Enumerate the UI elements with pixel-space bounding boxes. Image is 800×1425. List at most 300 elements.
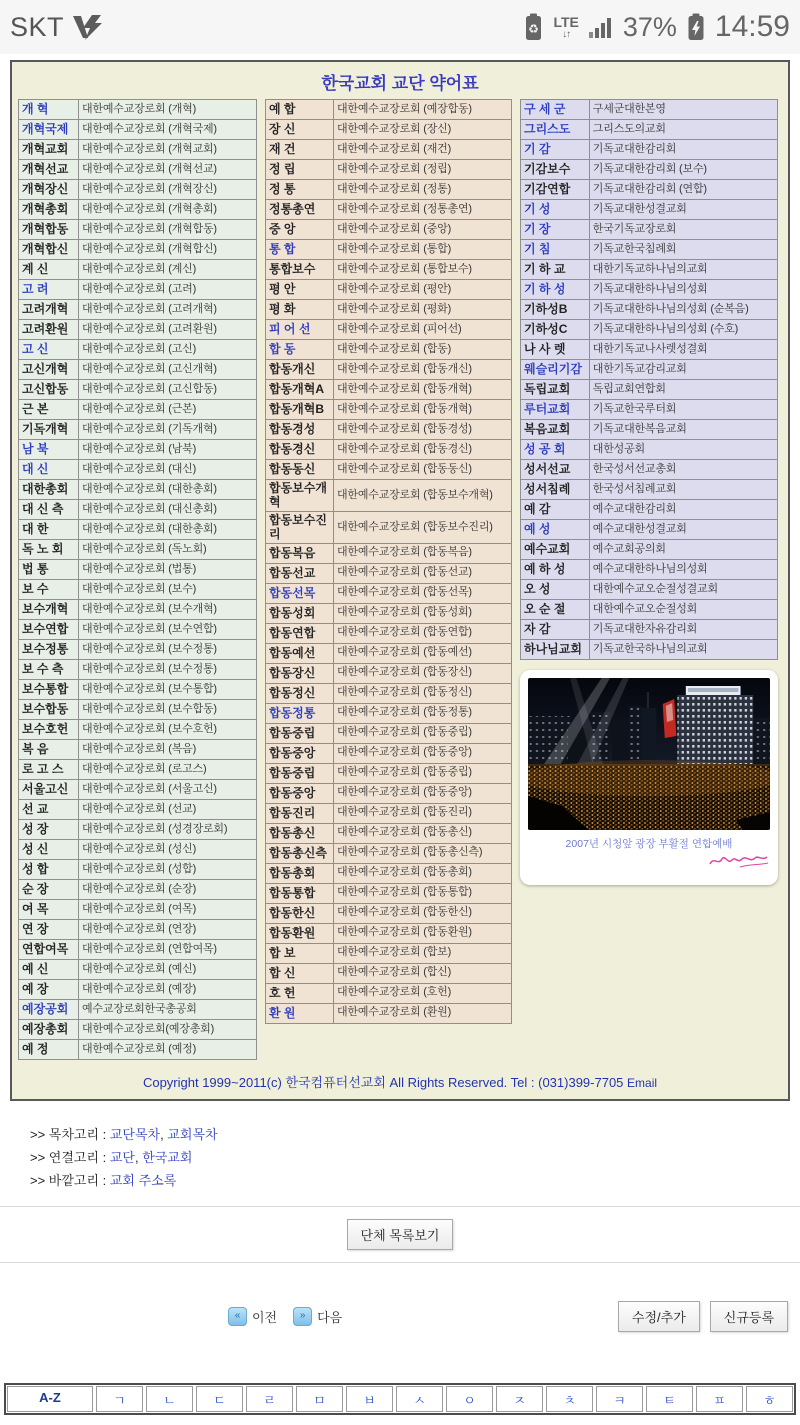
abbr-cell[interactable]: 서울고신 — [19, 780, 79, 800]
name-cell: 대한예수교장로회 (성경장로회) — [79, 820, 257, 840]
name-cell: 대한예수교장로회 (합동개혁) — [334, 380, 512, 400]
abbr-cell[interactable]: 기하성B — [521, 300, 590, 320]
abbr-cell[interactable]: 성 공 회 — [521, 440, 590, 460]
name-cell: 기독교한국침례회 — [589, 240, 777, 260]
table-row — [19, 780, 257, 800]
abbr-cell[interactable]: 오 성 — [521, 580, 590, 600]
name-cell: 대한예수교장로회 (정립) — [334, 160, 512, 180]
abbr-cell[interactable]: 평 화 — [266, 300, 334, 320]
table-row — [266, 100, 512, 120]
table-row — [266, 480, 512, 512]
name-cell: 기독교대한복음교회 — [589, 420, 777, 440]
name-cell: 대한예수교장로회 (합동중앙) — [334, 743, 512, 763]
abbr-cell[interactable]: 기 하 성 — [521, 280, 590, 300]
table-row — [521, 400, 778, 420]
abbr-cell[interactable]: 기 장 — [521, 220, 590, 240]
presbyterian-abbr-table-2 — [265, 99, 512, 1024]
pagination-row — [0, 1297, 800, 1349]
table-row — [266, 340, 512, 360]
abbr-cell[interactable]: 고신합동 — [19, 380, 79, 400]
abbr-cell[interactable]: 그리스도 — [521, 120, 590, 140]
abbr-cell[interactable]: 보 수 측 — [19, 660, 79, 680]
abbr-cell[interactable]: 연합여목 — [19, 940, 79, 960]
abbr-cell[interactable]: 예 장 — [19, 980, 79, 1000]
prev-arrow-icon[interactable]: « — [228, 1307, 247, 1326]
charging-battery-icon — [686, 12, 706, 42]
abbr-cell[interactable]: 대한총회 — [19, 480, 79, 500]
name-cell: 대한예수교장로회 (합동보수진리) — [334, 511, 512, 543]
name-cell: 대한예수교장로회 (정통) — [334, 180, 512, 200]
abbr-cell[interactable]: 중 앙 — [266, 220, 334, 240]
name-cell: 대한예수교장로회 (환원) — [334, 1003, 512, 1023]
name-cell: 대한예수교장로회 (연장) — [79, 920, 257, 940]
table-row — [521, 160, 778, 180]
table-row — [19, 740, 257, 760]
abbr-cell[interactable]: 통합보수 — [266, 260, 334, 280]
name-cell: 대한예수교장로회 (합동복음) — [334, 543, 512, 563]
table-row — [521, 620, 778, 640]
abbr-cell[interactable]: 합동동신 — [266, 460, 334, 480]
svg-text:♻: ♻ — [528, 22, 540, 36]
abbr-cell[interactable]: 개혁합신 — [19, 240, 79, 260]
name-cell: 대한예수교장로회 (장신) — [334, 120, 512, 140]
table-row — [266, 603, 512, 623]
index-letter-cell[interactable]: ㄷ — [196, 1386, 243, 1412]
abbr-cell[interactable]: 합동연합 — [266, 623, 334, 643]
table-row — [19, 960, 257, 980]
index-letter-cell[interactable]: ㄱ — [96, 1386, 143, 1412]
name-cell: 예수교회공의회 — [589, 540, 777, 560]
edit-add-button[interactable]: 수정/추가 — [618, 1301, 700, 1332]
table-row — [521, 300, 778, 320]
abbr-cell[interactable]: 법 통 — [19, 560, 79, 580]
name-cell: 대한예수교장로회 (합동예선) — [334, 643, 512, 663]
abbr-cell[interactable]: 합동총회 — [266, 863, 334, 883]
abbr-cell[interactable]: 개혁교회 — [19, 140, 79, 160]
next-arrow-icon[interactable]: » — [293, 1307, 312, 1326]
index-letter-cell[interactable]: ㅇ — [446, 1386, 493, 1412]
name-cell: 대한예수교장로회 (정통총연) — [334, 200, 512, 220]
abbr-cell[interactable]: 합동경신 — [266, 440, 334, 460]
abbr-cell[interactable]: 구 세 군 — [521, 100, 590, 120]
name-cell: 대한예수교장로회 (서울고신) — [79, 780, 257, 800]
abbr-cell[interactable]: 개혁장신 — [19, 180, 79, 200]
table-row — [266, 803, 512, 823]
admin-buttons — [618, 1301, 788, 1332]
abbr-cell[interactable]: 합동총신측 — [266, 843, 334, 863]
name-cell: 독립교회연합회 — [589, 380, 777, 400]
name-cell: 대한예수교장로회 (합동한신) — [334, 903, 512, 923]
table-row — [266, 843, 512, 863]
abbr-cell[interactable]: 고 신 — [19, 340, 79, 360]
abbr-cell[interactable]: 예수교회 — [521, 540, 590, 560]
abbr-cell[interactable]: 예 감 — [521, 500, 590, 520]
name-cell: 대한예수교장로회 (합동경성) — [334, 420, 512, 440]
table-row — [19, 180, 257, 200]
abbr-cell[interactable]: 합동통합 — [266, 883, 334, 903]
abbr-cell[interactable]: 예장총회 — [19, 1020, 79, 1040]
abbr-cell[interactable]: 피 어 선 — [266, 320, 334, 340]
name-cell: 대한예수교장로회 (로고스) — [79, 760, 257, 780]
table-row — [266, 663, 512, 683]
abbr-cell[interactable]: 장 신 — [266, 120, 334, 140]
abbr-cell[interactable]: 합동선목 — [266, 583, 334, 603]
table-row — [521, 140, 778, 160]
table-row — [521, 280, 778, 300]
abbr-cell[interactable]: 정 립 — [266, 160, 334, 180]
index-letter-cell[interactable]: ㅅ — [396, 1386, 443, 1412]
abbr-cell[interactable]: 재 건 — [266, 140, 334, 160]
table-row — [266, 280, 512, 300]
name-cell: 대한예수교장로회 (고신) — [79, 340, 257, 360]
name-cell: 대한예수교장로회 (법통) — [79, 560, 257, 580]
abbr-cell[interactable]: 남 북 — [19, 440, 79, 460]
abbr-cell[interactable]: 순 장 — [19, 880, 79, 900]
name-cell: 대한예수교장로회 (피어선) — [334, 320, 512, 340]
abbr-cell[interactable]: 합동개혁B — [266, 400, 334, 420]
related-link[interactable]: 교단목차 — [109, 1127, 161, 1142]
table-row — [266, 320, 512, 340]
abbr-cell[interactable]: 합 신 — [266, 963, 334, 983]
abbr-cell[interactable]: 예 정 — [19, 1040, 79, 1060]
name-cell: 기독교대한감리회 (연합) — [589, 180, 777, 200]
index-letter-cell[interactable]: ㅋ — [596, 1386, 643, 1412]
abbr-cell[interactable]: 기 침 — [521, 240, 590, 260]
other-denominations-table — [520, 99, 778, 660]
table-row — [19, 660, 257, 680]
abbr-cell[interactable]: 성 신 — [19, 840, 79, 860]
table-row — [19, 620, 257, 640]
abbr-cell[interactable]: 예 합 — [266, 100, 334, 120]
abbr-cell[interactable]: 자 감 — [521, 620, 590, 640]
name-cell: 대한기독교나사렛성결회 — [589, 340, 777, 360]
table-row — [19, 860, 257, 880]
table-row — [266, 300, 512, 320]
table-row — [521, 580, 778, 600]
abbr-cell[interactable]: 보수합동 — [19, 700, 79, 720]
abbr-cell[interactable]: 개혁합동 — [19, 220, 79, 240]
abbr-cell[interactable]: 고 려 — [19, 280, 79, 300]
name-cell: 대한예수교장로회 (합동선목) — [334, 583, 512, 603]
table-row — [19, 300, 257, 320]
email-link[interactable]: Email — [627, 1076, 658, 1090]
name-cell: 대한예수교장로회 (개혁합신) — [79, 240, 257, 260]
name-cell: 대한예수교장로회 (계신) — [79, 260, 257, 280]
table-row — [521, 500, 778, 520]
abbr-cell[interactable]: 정통총연 — [266, 200, 334, 220]
abbr-cell[interactable]: 합동총신 — [266, 823, 334, 843]
table-row — [19, 640, 257, 660]
name-cell: 대한예수교장로회 (복음) — [79, 740, 257, 760]
abbr-cell[interactable]: 예 하 성 — [521, 560, 590, 580]
table-row — [19, 200, 257, 220]
table-row — [266, 923, 512, 943]
related-link[interactable]: 교단 — [109, 1150, 135, 1165]
index-letter-cell[interactable]: ㄴ — [146, 1386, 193, 1412]
table-row — [19, 700, 257, 720]
table-row — [19, 1000, 257, 1020]
name-cell: 대한예수교장로회 (독노회) — [79, 540, 257, 560]
abbr-cell[interactable]: 합 동 — [266, 340, 334, 360]
name-cell: 대한예수교장로회 (보수개혁) — [79, 600, 257, 620]
abbr-cell[interactable]: 대 신 — [19, 460, 79, 480]
name-cell: 대한예수교장로회 (합동) — [334, 340, 512, 360]
name-cell: 대한예수교장로회 (예신) — [79, 960, 257, 980]
table-row — [521, 360, 778, 380]
abbr-cell[interactable]: 예 성 — [521, 520, 590, 540]
abbr-cell[interactable]: 근 본 — [19, 400, 79, 420]
abbr-cell[interactable]: 합동진리 — [266, 803, 334, 823]
name-cell: 대한예수교장로회 (보수연합) — [79, 620, 257, 640]
group-list-button[interactable]: 단체 목록보기 — [347, 1219, 454, 1250]
table-row — [266, 703, 512, 723]
table-row — [19, 600, 257, 620]
divider — [0, 1262, 800, 1263]
table-row — [19, 1020, 257, 1040]
copyright-text: Copyright 1999~2011(c) 한국컴퓨터선교회 All Rights Reserved. Tel : (031)399-7705 — [142, 1075, 624, 1090]
abbr-cell[interactable]: 여 목 — [19, 900, 79, 920]
name-cell: 대한예수교장로회 (개혁합동) — [79, 220, 257, 240]
table-row — [521, 180, 778, 200]
name-cell: 대한예수교장로회 (대한총회) — [79, 480, 257, 500]
abbr-cell[interactable]: 루터교회 — [521, 400, 590, 420]
name-cell: 대한예수교장로회 (대신총회) — [79, 500, 257, 520]
name-cell: 기독교대한감리회 — [589, 140, 777, 160]
abbr-cell[interactable]: 합동중앙 — [266, 743, 334, 763]
table-row — [19, 980, 257, 1000]
abbr-cell[interactable]: 기독개혁 — [19, 420, 79, 440]
presbyterian-abbr-table-1 — [18, 99, 257, 1060]
index-letter-cell[interactable]: ㅍ — [696, 1386, 743, 1412]
index-letter-cell[interactable]: ㅂ — [346, 1386, 393, 1412]
name-cell: 대한예수교장로회 (고려환원) — [79, 320, 257, 340]
abbr-cell[interactable]: 연 장 — [19, 920, 79, 940]
abbr-cell[interactable]: 기감보수 — [521, 160, 590, 180]
name-cell: 한국성서침례교회 — [589, 480, 777, 500]
related-link[interactable]: 한국교회 — [142, 1150, 193, 1165]
name-cell: 그리스도의교회 — [589, 120, 777, 140]
abbr-cell[interactable]: 합동정통 — [266, 703, 334, 723]
name-cell: 예수교대한감리회 — [589, 500, 777, 520]
prev-label[interactable]: 이전 — [252, 1310, 278, 1325]
table-row — [19, 720, 257, 740]
abbr-cell[interactable]: 합동예선 — [266, 643, 334, 663]
table-row — [521, 200, 778, 220]
abbr-cell[interactable]: 합동복음 — [266, 543, 334, 563]
name-cell: 대한예수교장로회 (개혁국제) — [79, 120, 257, 140]
name-cell: 대한예수교장로회 (성합) — [79, 860, 257, 880]
abbr-cell[interactable]: 합동선교 — [266, 563, 334, 583]
abbr-cell[interactable]: 나 사 렛 — [521, 340, 590, 360]
index-letter-cell[interactable]: ㅌ — [646, 1386, 693, 1412]
abbr-cell[interactable]: 고신개혁 — [19, 360, 79, 380]
abbr-cell[interactable]: 개 혁 — [19, 100, 79, 120]
table-row — [266, 220, 512, 240]
name-cell: 대한예수교장로회 (합동중앙) — [334, 783, 512, 803]
table-row — [521, 560, 778, 580]
table-row — [266, 883, 512, 903]
abbr-cell[interactable]: 로 고 스 — [19, 760, 79, 780]
status-icons-area — [523, 10, 790, 44]
table-row — [266, 200, 512, 220]
skt-brand-icon — [71, 13, 107, 41]
next-label[interactable]: 다음 — [317, 1310, 343, 1325]
name-cell: 대한예수교장로회 (개혁장신) — [79, 180, 257, 200]
table-row — [266, 783, 512, 803]
abbr-cell[interactable]: 성서침례 — [521, 480, 590, 500]
abbr-cell[interactable]: 성 장 — [19, 820, 79, 840]
abbr-cell[interactable]: 웨슬리기감 — [521, 360, 590, 380]
name-cell: 대한예수교장로회 (보수정통) — [79, 660, 257, 680]
abbr-cell[interactable]: 예 신 — [19, 960, 79, 980]
abbr-cell[interactable]: 고려개혁 — [19, 300, 79, 320]
abbr-cell[interactable]: 합동한신 — [266, 903, 334, 923]
index-letter-cell[interactable]: ㅁ — [296, 1386, 343, 1412]
table-row — [19, 160, 257, 180]
table-row — [19, 440, 257, 460]
abbr-cell[interactable]: 기 감 — [521, 140, 590, 160]
abbr-cell[interactable]: 합동환원 — [266, 923, 334, 943]
table-row — [266, 260, 512, 280]
abbr-cell[interactable]: 합동장신 — [266, 663, 334, 683]
abbr-cell[interactable]: 대 신 측 — [19, 500, 79, 520]
abbr-cell[interactable]: 합동중립 — [266, 763, 334, 783]
abbr-cell[interactable]: 계 신 — [19, 260, 79, 280]
abbr-cell[interactable]: 복음교회 — [521, 420, 590, 440]
table-row — [266, 460, 512, 480]
abbr-cell[interactable]: 호 헌 — [266, 983, 334, 1003]
link-line-prefix: >> 목차고리 : — [30, 1127, 110, 1142]
abbr-cell[interactable]: 합동보수진리 — [266, 511, 334, 543]
related-link[interactable]: 교회목차 — [167, 1127, 218, 1142]
name-cell: 대한예수교장로회 (통합보수) — [334, 260, 512, 280]
abbr-cell[interactable]: 합동보수개혁 — [266, 480, 334, 512]
abbr-cell[interactable]: 보수정통 — [19, 640, 79, 660]
table-row — [19, 520, 257, 540]
abbr-cell[interactable]: 예장공회 — [19, 1000, 79, 1020]
abbr-cell[interactable]: 성 합 — [19, 860, 79, 880]
abbr-cell[interactable]: 성서선교 — [521, 460, 590, 480]
carrier-label: SKT — [10, 11, 65, 42]
abbr-cell[interactable]: 보 수 — [19, 580, 79, 600]
table-row — [19, 400, 257, 420]
name-cell: 대한예수교장로회 (보수정통) — [79, 640, 257, 660]
abbr-cell[interactable]: 고려환원 — [19, 320, 79, 340]
abbr-cell[interactable]: 정 통 — [266, 180, 334, 200]
abbr-cell[interactable]: 합동중립 — [266, 723, 334, 743]
table-row — [521, 240, 778, 260]
abbr-cell[interactable]: 보수호헌 — [19, 720, 79, 740]
name-cell: 대한예수교장로회 (개혁선교) — [79, 160, 257, 180]
name-cell: 대한예수교장로회 (보수합동) — [79, 700, 257, 720]
abbr-cell[interactable]: 기 성 — [521, 200, 590, 220]
table-row — [19, 920, 257, 940]
name-cell: 대한예수교장로회 (합동총신) — [334, 823, 512, 843]
copyright — [18, 1072, 782, 1093]
index-letter-cell[interactable]: A-Z — [7, 1386, 93, 1412]
easter-service-photo — [528, 678, 770, 830]
abbr-cell[interactable]: 대 한 — [19, 520, 79, 540]
name-cell: 대한예수교장로회 (합동동신) — [334, 460, 512, 480]
signature-row — [528, 853, 770, 869]
abbr-cell[interactable]: 기감연합 — [521, 180, 590, 200]
name-cell: 대한예수교장로회 (합동개신) — [334, 360, 512, 380]
table-row — [19, 260, 257, 280]
new-register-button[interactable]: 신규등록 — [710, 1301, 788, 1332]
name-cell: 대한예수교장로회 (합동중립) — [334, 723, 512, 743]
abbr-cell[interactable]: 보수통합 — [19, 680, 79, 700]
index-letter-cell[interactable]: ㄹ — [246, 1386, 293, 1412]
abbr-cell[interactable]: 보수개혁 — [19, 600, 79, 620]
abbr-cell[interactable]: 합동정신 — [266, 683, 334, 703]
name-cell: 대한예수교장로회 (재건) — [334, 140, 512, 160]
abbr-cell[interactable]: 합동경성 — [266, 420, 334, 440]
table-row — [19, 480, 257, 500]
abbr-cell[interactable]: 개혁선교 — [19, 160, 79, 180]
abbr-cell[interactable]: 개혁국제 — [19, 120, 79, 140]
name-cell: 기독교대한하나님의성회 — [589, 280, 777, 300]
related-link[interactable]: 교회 주소록 — [109, 1173, 177, 1188]
table-row — [266, 120, 512, 140]
index-letter-cell[interactable]: ㅊ — [546, 1386, 593, 1412]
table-row — [266, 1003, 512, 1023]
name-cell: 대한예수교오순절성회 — [589, 600, 777, 620]
table-row — [521, 380, 778, 400]
abbr-cell[interactable]: 합동중앙 — [266, 783, 334, 803]
name-cell: 대한예수교장로회 (합신) — [334, 963, 512, 983]
index-letter-cell[interactable]: ㅈ — [496, 1386, 543, 1412]
prev-nav[interactable] — [228, 1307, 277, 1326]
table-row — [266, 420, 512, 440]
abbr-cell[interactable]: 환 원 — [266, 1003, 334, 1023]
name-cell: 대한예수교장로회 (여목) — [79, 900, 257, 920]
abbr-cell[interactable]: 합 보 — [266, 943, 334, 963]
name-cell: 대한예수교장로회 (개혁총회) — [79, 200, 257, 220]
abbr-cell[interactable]: 복 음 — [19, 740, 79, 760]
name-cell: 대한예수교장로회 (고신합동) — [79, 380, 257, 400]
abbr-cell[interactable]: 선 교 — [19, 800, 79, 820]
abbr-cell[interactable]: 기하성C — [521, 320, 590, 340]
table-row — [19, 120, 257, 140]
abbr-cell[interactable]: 하나님교회 — [521, 640, 590, 660]
name-cell: 대한예수교장로회 (선교) — [79, 800, 257, 820]
name-cell: 대한예수교장로회 (합보) — [334, 943, 512, 963]
table-row — [266, 623, 512, 643]
link-line: >> 목차고리 : 교단목차, 교회목차 — [30, 1127, 218, 1142]
abbr-cell[interactable]: 독 노 회 — [19, 540, 79, 560]
index-letter-cell[interactable]: ㅎ — [746, 1386, 793, 1412]
name-cell: 대한예수교장로회(예장총회) — [79, 1020, 257, 1040]
table-row — [19, 220, 257, 240]
name-cell: 대한예수교장로회 (합동선교) — [334, 563, 512, 583]
abbr-cell[interactable]: 독립교회 — [521, 380, 590, 400]
abbr-cell[interactable]: 평 안 — [266, 280, 334, 300]
abbr-cell[interactable]: 합동성회 — [266, 603, 334, 623]
abbr-cell[interactable]: 오 순 절 — [521, 600, 590, 620]
abbr-cell[interactable]: 합동개혁A — [266, 380, 334, 400]
name-cell: 대한예수교장로회 (순장) — [79, 880, 257, 900]
abbr-cell[interactable]: 보수연합 — [19, 620, 79, 640]
name-cell: 대한예수교장로회 (호헌) — [334, 983, 512, 1003]
abbr-cell[interactable]: 통 합 — [266, 240, 334, 260]
next-nav[interactable] — [293, 1307, 342, 1326]
abbr-cell[interactable]: 기 하 교 — [521, 260, 590, 280]
carrier-area — [10, 12, 107, 43]
abbr-cell[interactable]: 합동개신 — [266, 360, 334, 380]
abbr-cell[interactable]: 개혁총회 — [19, 200, 79, 220]
table-row — [521, 100, 778, 120]
name-cell: 대한기독교하나님의교회 — [589, 260, 777, 280]
